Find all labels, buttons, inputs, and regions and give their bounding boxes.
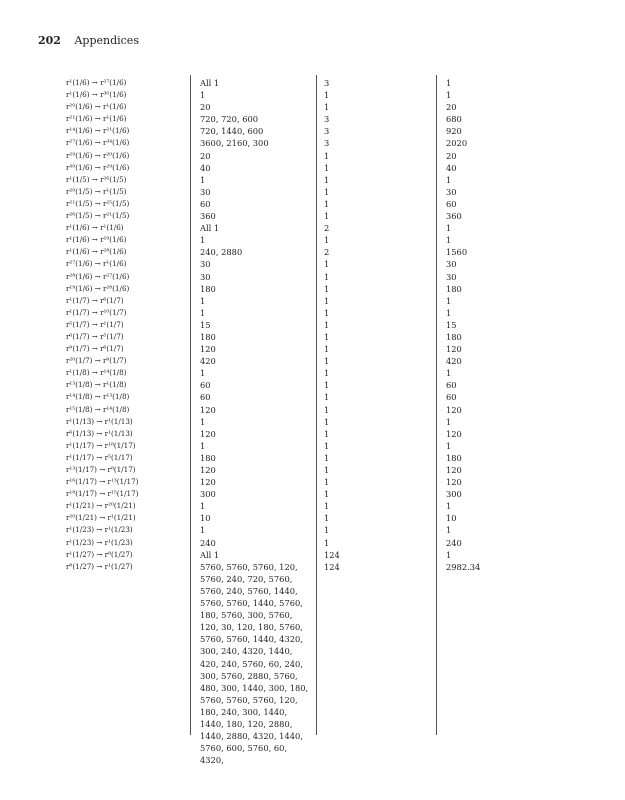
result-cell: 1 xyxy=(446,549,452,560)
result-cell: 120 xyxy=(446,428,462,439)
count-cell: 124 xyxy=(324,561,340,572)
transition-cell: r¹³(1/17) → r⁸(1/17) xyxy=(66,465,136,474)
value-cell: 60 xyxy=(200,198,211,209)
value-cell: 60 xyxy=(200,380,211,391)
transition-cell: r²⁰(1/5) → r¹(1/5) xyxy=(66,186,127,196)
result-cell: 680 xyxy=(446,114,462,125)
value-cell: 240, 2880 xyxy=(200,247,243,258)
result-cell: 360 xyxy=(446,211,462,222)
result-cell: 1560 xyxy=(446,247,468,258)
transition-cell: r²⁷(1/6) → r¹(1/6) xyxy=(66,259,127,269)
count-cell: 1 xyxy=(324,344,330,355)
result-cell: 30 xyxy=(446,186,457,197)
count-cell: 1 xyxy=(324,513,330,524)
transition-cell: r¹(1/27) → r⁸(1/27) xyxy=(66,549,133,559)
value-cell: 1 xyxy=(200,416,206,427)
count-cell: 2 xyxy=(324,223,330,234)
count-cell: 1 xyxy=(324,356,330,367)
count-cell: 1 xyxy=(324,271,330,282)
count-cell: 1 xyxy=(324,489,330,500)
count-cell: 1 xyxy=(324,90,330,101)
page-header xyxy=(38,34,139,47)
result-cell: 120 xyxy=(446,477,462,488)
value-cell: 30 xyxy=(200,186,211,197)
count-cell: 1 xyxy=(324,307,330,318)
result-cell: 60 xyxy=(446,380,457,391)
value-cell: 1 xyxy=(200,235,206,246)
count-cell: 1 xyxy=(324,295,330,306)
count-cell: 1 xyxy=(324,174,330,185)
transition-cell: r¹(1/8) → r¹⁴(1/8) xyxy=(66,368,127,378)
transition-cell: r¹⁵(1/8) → r¹⁴(1/8) xyxy=(66,404,130,414)
result-cell: 1 xyxy=(446,307,452,318)
value-cell: 120 xyxy=(200,404,216,415)
count-cell: 1 xyxy=(324,404,330,415)
value-cell: 5760, 5760, 5760, 120, 5760, 240, 720, 5760, 5760, 240, 5760, 1440, 5760, 5760, 1440, 5760, 180, 5760, 300, 5760, 120, 30, 120, 180, 5760, 5760, 5760, 1440, 4320, 300, 240, 4320, 1440, 420, 240, 5760, 60, 240, 300, 5760, 2880, 5760, 480, 300, 1440, 300, 180, 5760, 5760, 5760, 120, 180, 240, 300, 1440, 1440, 180, 120, 2880, 1440, 2880, 4320, 1440, 5760, 600, 5760, 60, 4320, xyxy=(200,561,309,766)
count-cell: 1 xyxy=(324,102,330,113)
transition-cell: r¹⁶(1/17) → r¹³(1/17) xyxy=(66,477,139,487)
value-cell: 20 xyxy=(200,102,211,113)
result-cell: 1 xyxy=(446,525,452,536)
transition-cell: r¹(1/6) → r³⁰(1/6) xyxy=(66,90,127,100)
count-cell: 1 xyxy=(324,440,330,451)
result-cell: 180 xyxy=(446,331,462,342)
count-cell: 1 xyxy=(324,380,330,391)
result-cell: 240 xyxy=(446,537,462,548)
count-cell: 1 xyxy=(324,501,330,512)
result-cell: 1 xyxy=(446,295,452,306)
count-cell: 1 xyxy=(324,428,330,439)
count-cell: 3 xyxy=(324,126,330,137)
count-cell: 1 xyxy=(324,319,330,330)
value-cell: 1 xyxy=(200,440,206,451)
result-cell: 120 xyxy=(446,465,462,475)
values-column xyxy=(200,77,313,766)
value-cell: 120 xyxy=(200,477,216,488)
transition-cell: r²¹(1/5) → r²⁵(1/5) xyxy=(66,198,130,208)
count-cell: 1 xyxy=(324,283,330,294)
count-cell: 1 xyxy=(324,162,330,173)
count-cell: 3 xyxy=(324,78,330,88)
result-cell: 420 xyxy=(446,356,462,367)
count-cell: 1 xyxy=(324,211,330,222)
section-title: Appendices xyxy=(74,34,139,47)
result-cell: 40 xyxy=(446,162,457,173)
result-cell: 20 xyxy=(446,102,457,113)
value-cell: 120 xyxy=(200,428,216,439)
transition-cell: r¹(1/6) → r²⁷(1/6) xyxy=(66,78,127,87)
transition-cell: r¹⁴(1/8) → r¹³(1/8) xyxy=(66,392,130,402)
result-cell: 180 xyxy=(446,452,462,463)
transition-cell: r²⁸(1/6) → r²⁷(1/6) xyxy=(66,271,130,281)
value-cell: 420 xyxy=(200,356,216,367)
result-cell: 1 xyxy=(446,223,452,234)
value-cell: 1 xyxy=(200,368,206,379)
transition-cell: r²⁷(1/6) → r³⁴(1/6) xyxy=(66,138,130,148)
value-cell: 1 xyxy=(200,90,206,101)
transition-cell: r¹(1/17) → r⁵(1/17) xyxy=(66,452,133,462)
column-divider xyxy=(190,75,191,735)
count-cell: 3 xyxy=(324,114,330,125)
result-cell: 120 xyxy=(446,404,462,415)
value-cell: 30 xyxy=(200,271,211,282)
transition-cell: r¹(1/17) → r¹⁸(1/17) xyxy=(66,440,136,450)
page-number: 202 xyxy=(38,34,61,47)
value-cell: 1 xyxy=(200,525,206,536)
transition-cell: r¹(1/7) → r⁶(1/7) xyxy=(66,295,124,305)
count-cell: 2 xyxy=(324,247,330,258)
transition-cell: r⁶(1/7) → r⁵(1/7) xyxy=(66,331,124,341)
value-cell: 240 xyxy=(200,537,216,548)
result-cell: 20 xyxy=(446,150,457,161)
value-cell: All 1 xyxy=(200,223,220,234)
transition-cell: r²⁰(1/6) → r¹(1/6) xyxy=(66,102,127,112)
value-cell: 10 xyxy=(200,513,211,524)
count-cell: 124 xyxy=(324,549,340,560)
results-column xyxy=(446,77,526,573)
count-cell: 1 xyxy=(324,235,330,246)
result-cell: 60 xyxy=(446,392,457,403)
result-cell: 10 xyxy=(446,513,457,524)
value-cell: 20 xyxy=(200,150,211,161)
transition-cell: r²⁰(1/7) → r⁹(1/7) xyxy=(66,356,127,366)
transition-cell: r¹(1/6) → r²⁸(1/6) xyxy=(66,247,127,257)
transition-column xyxy=(66,77,186,573)
value-cell: 720, 720, 600 xyxy=(200,114,259,125)
count-cell: 1 xyxy=(324,150,330,161)
transition-cell: r⁵(1/7) → r¹(1/7) xyxy=(66,319,124,329)
transition-cell: r¹⁹(1/6) → r²⁸(1/6) xyxy=(66,283,130,293)
result-cell: 1 xyxy=(446,235,452,246)
transition-cell: r²⁰(1/21) → r¹(1/21) xyxy=(66,513,136,523)
result-cell: 1 xyxy=(446,90,452,101)
transition-cell: r³⁰(1/6) → r²⁹(1/6) xyxy=(66,162,130,172)
value-cell: 1 xyxy=(200,174,206,185)
result-cell: 1 xyxy=(446,368,452,379)
value-cell: 720, 1440, 600 xyxy=(200,126,264,137)
transition-cell: r²¹(1/6) → r¹(1/6) xyxy=(66,114,127,124)
result-cell: 1 xyxy=(446,174,452,185)
count-cell: 1 xyxy=(324,465,330,475)
result-cell: 15 xyxy=(446,319,457,330)
value-cell: 120 xyxy=(200,344,216,355)
value-cell: 360 xyxy=(200,211,216,222)
count-cell: 3 xyxy=(324,138,330,149)
count-cell: 1 xyxy=(324,368,330,379)
count-cell: 1 xyxy=(324,416,330,427)
result-cell: 60 xyxy=(446,198,457,209)
result-cell: 920 xyxy=(446,126,462,137)
value-cell: 180 xyxy=(200,452,216,463)
result-cell: 2982.34 xyxy=(446,561,481,572)
transition-cell: r¹(1/7) → r¹⁰(1/7) xyxy=(66,307,127,317)
value-cell: 30 xyxy=(200,259,211,270)
value-cell: 1 xyxy=(200,295,206,306)
value-cell: 60 xyxy=(200,392,211,403)
transition-cell: r¹⁴(1/6) → r²¹(1/6) xyxy=(66,126,130,136)
transition-cell: r¹(1/21) → r²⁰(1/21) xyxy=(66,501,136,511)
transition-cell: r¹⁸(1/17) → r¹⁵(1/17) xyxy=(66,489,139,499)
transition-cell: r¹(1/6) → r¹(1/6) xyxy=(66,223,124,233)
transition-cell: r¹(1/13) → r¹(1/13) xyxy=(66,416,133,426)
count-cell: 1 xyxy=(324,525,330,536)
value-cell: All 1 xyxy=(200,78,220,88)
transition-cell: r¹(1/23) → r¹(1/23) xyxy=(66,525,133,535)
result-cell: 1 xyxy=(446,78,452,88)
counts-column xyxy=(324,77,384,573)
transition-cell: r²⁹(1/6) → r²⁰(1/6) xyxy=(66,150,130,160)
transition-cell: r⁶(1/13) → r¹(1/13) xyxy=(66,428,133,438)
result-cell: 1 xyxy=(446,501,452,512)
result-cell: 180 xyxy=(446,283,462,294)
transition-cell: r¹(1/6) → r¹⁹(1/6) xyxy=(66,235,127,245)
result-cell: 1 xyxy=(446,440,452,451)
count-cell: 1 xyxy=(324,331,330,342)
result-cell: 30 xyxy=(446,271,457,282)
value-cell: 180 xyxy=(200,331,216,342)
count-cell: 1 xyxy=(324,186,330,197)
value-cell: 300 xyxy=(200,489,216,500)
value-cell: 15 xyxy=(200,319,211,330)
transition-cell: r¹³(1/8) → r¹(1/8) xyxy=(66,380,127,390)
value-cell: 180 xyxy=(200,283,216,294)
transition-cell: r⁸(1/27) → r¹(1/27) xyxy=(66,561,133,571)
count-cell: 1 xyxy=(324,392,330,403)
count-cell: 1 xyxy=(324,537,330,548)
count-cell: 1 xyxy=(324,477,330,488)
value-cell: 1 xyxy=(200,501,206,512)
count-cell: 1 xyxy=(324,198,330,209)
result-cell: 120 xyxy=(446,344,462,355)
value-cell: 3600, 2160, 300 xyxy=(200,138,269,149)
result-cell: 1 xyxy=(446,416,452,427)
value-cell: All 1 xyxy=(200,549,220,560)
column-divider xyxy=(436,75,437,735)
count-cell: 1 xyxy=(324,452,330,463)
result-cell: 300 xyxy=(446,489,462,500)
transition-cell: r¹(1/5) → r²⁶(1/5) xyxy=(66,174,127,184)
transition-cell: r²⁶(1/5) → r²¹(1/5) xyxy=(66,211,130,221)
result-cell: 2020 xyxy=(446,138,468,149)
column-divider xyxy=(316,75,317,735)
result-cell: 30 xyxy=(446,259,457,270)
transition-cell: r¹(1/23) → r¹(1/23) xyxy=(66,537,133,547)
value-cell: 40 xyxy=(200,162,211,173)
count-cell: 1 xyxy=(324,259,330,270)
value-cell: 120 xyxy=(200,465,216,475)
transition-cell: r⁹(1/7) → r⁶(1/7) xyxy=(66,344,124,354)
value-cell: 1 xyxy=(200,307,206,318)
